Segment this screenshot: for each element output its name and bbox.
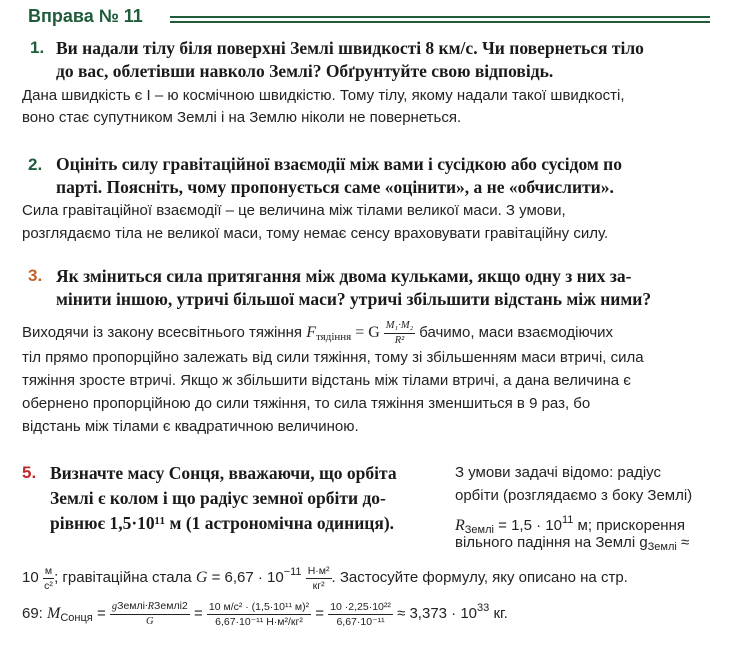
formula-3 <box>328 601 393 628</box>
answer-2-line-2: розглядаємо тіла не великої маси, тому немає сенсу враховувати гравітаційну силу. <box>22 225 609 242</box>
result-value: ≈ 3,373 · 10 <box>397 605 478 622</box>
gravity-formula <box>306 320 419 346</box>
answer-3-formula-line <box>22 320 613 349</box>
answer-5-side-line-1: З умови задачі відомо: радіус <box>455 464 662 481</box>
radius-sub: Землі <box>464 524 494 536</box>
answer-3-line-3: обернено пропорційною до сили тяжіння, то сила тяжіння зменшиться в 9 раз, бо <box>22 395 591 412</box>
question-2-line-1: Оцініть силу гравітаційної взаємодії між вами і сусідкою або сусідом по <box>56 154 623 174</box>
answer-3-line-2: тяжіння зросте втричі. Якщо ж збільшити відстань між тілами втричі, а дана величина є <box>22 372 631 389</box>
formula-3-top: 10 ·2,25·10²² <box>330 600 391 613</box>
f1-R-sub: Землі <box>154 600 182 613</box>
answer-3-line-4: відстань між тілами є квадратичною величиною. <box>22 418 359 435</box>
radius-symbol: R <box>455 517 465 534</box>
answer-3-line-1: тіл прямо пропорційно залежать від сили тяжіння, тому зі збільшенням маси втричі, сила <box>22 349 644 366</box>
grav-const-value: = 6,67 · 10 <box>211 569 284 586</box>
f1-g-sub: Землі <box>117 600 145 613</box>
answer-5-line-6 <box>22 596 508 630</box>
exercise-title: Вправа № 11 <box>28 6 143 26</box>
equals-3: = <box>315 605 325 622</box>
grav-const-unit-bot: кг² <box>312 579 325 592</box>
formula-numerator: M₁·M₂ <box>384 320 415 334</box>
answer-3-after-formula: бачимо, маси взаємодіючих <box>419 324 614 342</box>
page-ref: 69: <box>22 605 43 622</box>
question-5-line-3: рівнює 1,5·10¹¹ м (1 астрономічна одиниця). <box>50 513 395 533</box>
formula-1-top <box>110 600 190 615</box>
formula-denominator: R² <box>394 335 405 346</box>
question-2-line-2: парті. Поясніть, чому пропонується саме «оцінити», а не «обчислити». <box>56 177 614 197</box>
grav-const-symbol: G <box>195 569 208 586</box>
answer-5-side-line-2: орбіти (розглядаємо з боку Землі) <box>455 487 693 504</box>
question-1-line-2: до вас, облетівши навколо Землі? Обґрунтуйте свою відповідь. <box>56 61 554 81</box>
apply-formula-text: . Застосуйте формулу, яку описано на стр. <box>331 569 628 586</box>
question-1-line-1: Ви надали тілу біля поверхні Землі швидкості 8 км/с. Чи повернеться тіло <box>56 38 644 58</box>
equals-1: = <box>96 605 106 622</box>
formula-1 <box>110 600 190 628</box>
question-3-line-1: Як зміниться сила притягання між двома кульками, якщо одну з них за- <box>56 266 632 286</box>
header-rule-2 <box>170 21 710 23</box>
question-2-number: 2. <box>28 155 43 174</box>
answer-5-side-line-4 <box>455 531 689 559</box>
formula-fraction <box>384 320 415 347</box>
grav-const-unit-top: Н·м² <box>307 564 330 577</box>
answer-1-line-2: воно стає супутником Землі і на Землю ніколи не повернеться. <box>22 109 462 126</box>
g-unit-fraction <box>43 565 54 592</box>
result-unit: кг. <box>493 605 508 622</box>
answer-5-line-5 <box>22 560 628 592</box>
sun-mass-sub: Сонця <box>60 612 93 624</box>
grav-const-unit-fraction <box>306 565 332 592</box>
grav-const-label: ; гравітаційна стала <box>54 569 192 586</box>
f1-R-sup: 2 <box>181 600 188 613</box>
formula-2 <box>207 601 311 628</box>
question-3-line-2: мінити іншою, утричі більшої маси? утричі збільшити відстань між ними? <box>56 289 652 309</box>
equals-2: = <box>193 605 203 622</box>
answer-2-line-1: Сила гравітаційної взаємодії – це величина між тілами великої маси. З умови, <box>22 202 566 219</box>
answer-3-intro: Виходячи із закону всесвітнього тяжіння <box>22 324 303 342</box>
formula-2-top: 10 м/с² · (1,5·10¹¹ м)² <box>208 600 310 613</box>
f1-R: ·R <box>145 601 155 613</box>
g-unit-bot: с² <box>44 579 53 592</box>
grav-const-exp: −11 <box>283 566 302 578</box>
question-5-line-1: Визначте масу Сонця, вважаючи, що орбіта <box>50 463 397 483</box>
formula-eq: = G <box>355 324 380 342</box>
formula-2-bot: 6,67·10⁻¹¹ Н·м²/кг² <box>215 615 303 628</box>
header-rule <box>170 16 710 18</box>
radius-exp: 11 <box>561 514 574 526</box>
formula-3-bot: 6,67·10⁻¹¹ <box>336 615 385 628</box>
gravity-accel-label: вільного падіння на Землі g <box>455 534 648 551</box>
question-3-number: 3. <box>28 266 43 285</box>
radius-unit: м; прискорення <box>577 517 685 534</box>
result-exp: 33 <box>477 602 490 614</box>
g-unit-top: м <box>44 564 53 577</box>
question-1-number: 1. <box>30 38 45 57</box>
question-5-line-2: Землі є колом і що радіус земної орбіти до- <box>50 488 386 508</box>
formula-F-sub: тядіння <box>316 331 352 344</box>
formula-F: F <box>306 324 316 342</box>
answer-1-line-1: Дана швидкість є І – ю космічною швидкістю. Тому тілу, якому надали такої швидкості, <box>22 87 625 104</box>
g-value: 10 <box>22 569 39 586</box>
radius-value: = 1,5 · 10 <box>498 517 562 534</box>
gravity-accel-sub: Землі <box>647 541 677 553</box>
f1-g: g <box>111 601 118 613</box>
approx-sign: ≈ <box>681 534 690 551</box>
formula-1-bot: G <box>146 616 154 628</box>
question-5-number: 5. <box>22 463 37 482</box>
sun-mass-symbol: M <box>47 605 61 622</box>
